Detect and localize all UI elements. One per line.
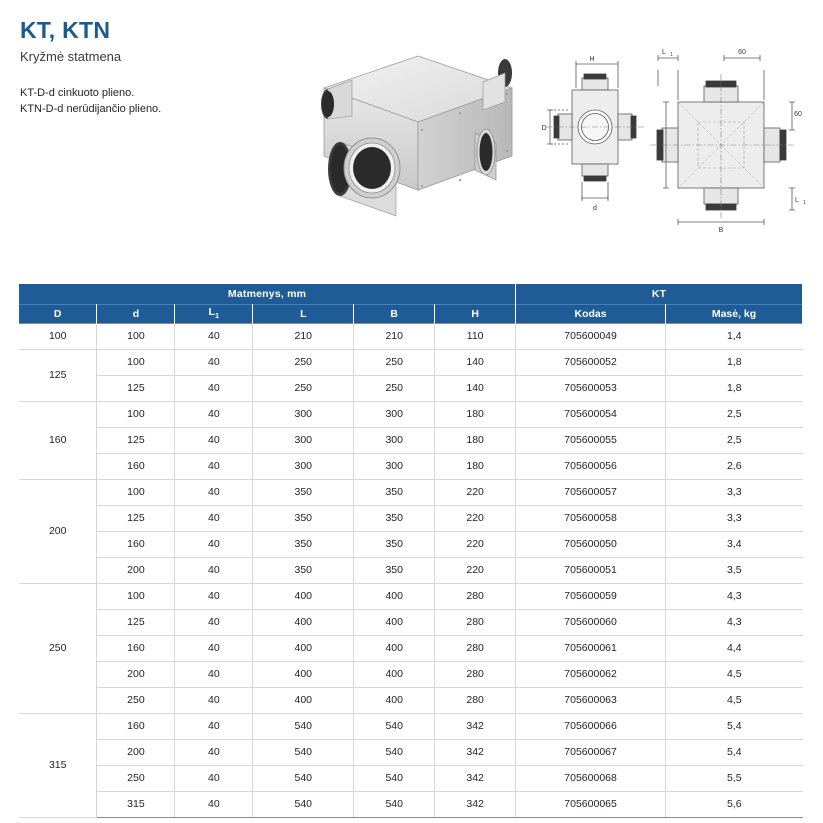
cell-diameter-d: 125 [97,505,175,531]
cell-mass: 1,4 [666,323,803,349]
cell-B: 350 [354,557,435,583]
illustration-svg [300,30,810,234]
cell-H: 220 [435,505,516,531]
cell-H: 342 [435,765,516,791]
svg-text:L: L [662,49,666,56]
cell-diameter-d: 100 [97,401,175,427]
cell-mass: 4,5 [666,687,803,713]
cell-B: 250 [354,375,435,401]
cell-L: 400 [253,661,354,687]
group-header-dimensions: Matmenys, mm [19,284,516,304]
isometric-view [321,56,512,216]
col-header-d: d [97,304,175,323]
cell-mass: 5,6 [666,791,803,817]
cell-B: 540 [354,739,435,765]
cell-L: 350 [253,531,354,557]
table-row [19,765,803,791]
col-header-B: B [354,304,435,323]
cell-mass: 4,3 [666,583,803,609]
table-row [19,349,803,375]
cell-L1: 40 [175,687,253,713]
cell-L1: 40 [175,427,253,453]
cell-code: 705600061 [516,635,666,661]
svg-text:B: B [718,227,724,234]
cell-code: 705600051 [516,557,666,583]
cell-code: 705600065 [516,791,666,817]
cell-L: 400 [253,687,354,713]
cell-L: 540 [253,713,354,739]
cell-diameter-d: 125 [97,375,175,401]
cell-H: 180 [435,401,516,427]
table-row [19,401,803,427]
cell-L: 350 [253,505,354,531]
cell-H: 140 [435,349,516,375]
cell-L: 250 [253,375,354,401]
cell-diameter-d: 160 [97,531,175,557]
front-ortho-view [541,56,644,212]
cell-diameter-D: 100 [19,323,97,349]
cell-mass: 4,3 [666,609,803,635]
cell-B: 210 [354,323,435,349]
cell-mass: 1,8 [666,375,803,401]
cell-mass: 4,5 [666,661,803,687]
cell-L: 350 [253,479,354,505]
description-line-2: KTN-D-d nerūdijančio plieno. [20,103,162,116]
table-row [19,739,803,765]
cell-diameter-d: 100 [97,349,175,375]
cell-H: 180 [435,453,516,479]
col-header-L1: $L_1$ [175,304,253,323]
cell-B: 300 [354,453,435,479]
cell-code: 705600056 [516,453,666,479]
table-row [19,479,803,505]
table-row [19,635,803,661]
cell-B: 350 [354,505,435,531]
cell-L: 540 [253,765,354,791]
cell-L1: 40 [175,791,253,817]
cell-L1: 40 [175,661,253,687]
cell-code: 705600060 [516,609,666,635]
specifications-table-wrap [19,284,803,818]
cell-diameter-d: 160 [97,635,175,661]
cell-L1: 40 [175,505,253,531]
cell-diameter-d: 125 [97,427,175,453]
table-row [19,375,803,401]
cell-mass: 2,6 [666,453,803,479]
cell-B: 400 [354,609,435,635]
cell-H: 280 [435,635,516,661]
cell-L1: 40 [175,713,253,739]
cell-mass: 2,5 [666,427,803,453]
cell-L: 300 [253,401,354,427]
cell-diameter-D: 160 [19,401,97,479]
cell-H: 110 [435,323,516,349]
cell-H: 220 [435,479,516,505]
group-header-kt: KT [516,284,803,304]
cell-L1: 40 [175,609,253,635]
svg-text:1: 1 [670,52,673,58]
cell-mass: 5,4 [666,713,803,739]
cell-L: 400 [253,609,354,635]
cell-diameter-d: 200 [97,557,175,583]
cell-code: 705600054 [516,401,666,427]
cell-H: 280 [435,687,516,713]
table-row [19,713,803,739]
cell-B: 400 [354,687,435,713]
cell-L1: 40 [175,401,253,427]
cell-L1: 40 [175,479,253,505]
cell-code: 705600052 [516,349,666,375]
table-row [19,661,803,687]
svg-text:d: d [593,205,597,212]
cell-diameter-d: 100 [97,583,175,609]
svg-text:60: 60 [738,49,746,56]
cell-H: 280 [435,583,516,609]
product-illustrations [300,30,810,234]
cell-B: 350 [354,531,435,557]
cell-H: 180 [435,427,516,453]
cell-L1: 40 [175,583,253,609]
cell-code: 705600063 [516,687,666,713]
cell-L1: 40 [175,323,253,349]
cell-code: 705600059 [516,583,666,609]
plan-ortho-view [650,49,806,234]
cell-L1: 40 [175,739,253,765]
cell-L: 250 [253,349,354,375]
cell-mass: 2,5 [666,401,803,427]
table-row [19,791,803,817]
table-row [19,609,803,635]
cell-diameter-d: 100 [97,479,175,505]
cell-L1: 40 [175,765,253,791]
page-header [20,18,320,118]
cell-mass: 4,4 [666,635,803,661]
svg-text:L: L [658,143,662,150]
cell-code: 705600068 [516,765,666,791]
cell-B: 300 [354,401,435,427]
cell-L1: 40 [175,557,253,583]
cell-mass: 3,4 [666,531,803,557]
cell-B: 540 [354,791,435,817]
cell-L1: 40 [175,531,253,557]
table-row [19,505,803,531]
cell-code: 705600057 [516,479,666,505]
cell-diameter-d: 200 [97,661,175,687]
cell-L: 400 [253,635,354,661]
cell-B: 540 [354,765,435,791]
cell-L: 300 [253,453,354,479]
cell-mass: 3,5 [666,557,803,583]
col-header-code: Kodas [516,304,666,323]
svg-text:1: 1 [803,200,806,206]
cell-L1: 40 [175,375,253,401]
cell-diameter-d: 160 [97,453,175,479]
cell-B: 250 [354,349,435,375]
specifications-table [19,284,803,818]
cell-code: 705600067 [516,739,666,765]
cell-B: 350 [354,479,435,505]
cell-diameter-d: 160 [97,713,175,739]
cell-mass: 3,3 [666,479,803,505]
col-header-L: L [253,304,354,323]
cell-diameter-d: 200 [97,739,175,765]
cell-L1: 40 [175,453,253,479]
cell-diameter-d: 250 [97,765,175,791]
cell-L: 350 [253,557,354,583]
cell-H: 220 [435,531,516,557]
cell-H: 280 [435,661,516,687]
table-group-header-row [19,284,803,304]
cell-H: 220 [435,557,516,583]
cell-mass: 5,5 [666,765,803,791]
cell-code: 705600055 [516,427,666,453]
cell-H: 280 [435,609,516,635]
cell-diameter-D: 250 [19,583,97,713]
col-header-mass: Masė, kg [666,304,803,323]
cell-code: 705600062 [516,661,666,687]
cell-mass: 5,4 [666,739,803,765]
table-row [19,557,803,583]
cell-code: 705600050 [516,531,666,557]
cell-H: 342 [435,713,516,739]
cell-diameter-d: 100 [97,323,175,349]
table-row [19,323,803,349]
description-line-1: KT-D-d cinkuoto plieno. [20,87,135,100]
svg-text:L: L [795,197,799,204]
page-title: KT, KTN [20,17,111,43]
cell-L: 400 [253,583,354,609]
cell-diameter-d: 125 [97,609,175,635]
table-body [19,323,803,817]
cell-B: 400 [354,635,435,661]
cell-B: 540 [354,713,435,739]
table-row [19,453,803,479]
cell-B: 400 [354,583,435,609]
cell-mass: 3,3 [666,505,803,531]
table-row [19,687,803,713]
cell-L1: 40 [175,635,253,661]
col-header-H: H [435,304,516,323]
table-row [19,531,803,557]
cell-code: 705600058 [516,505,666,531]
cell-L: 540 [253,739,354,765]
table-column-header-row [19,304,803,323]
table-row [19,427,803,453]
cell-diameter-D: 125 [19,349,97,401]
svg-text:D: D [541,125,547,132]
cell-code: 705600066 [516,713,666,739]
cell-L: 300 [253,427,354,453]
cell-diameter-d: 315 [97,791,175,817]
cell-diameter-D: 315 [19,713,97,817]
col-header-D: D [19,304,97,323]
cell-mass: 1,8 [666,349,803,375]
cell-H: 342 [435,739,516,765]
svg-text:H: H [589,56,595,63]
cell-code: 705600053 [516,375,666,401]
cell-H: 342 [435,791,516,817]
cell-L: 210 [253,323,354,349]
cell-diameter-d: 250 [97,687,175,713]
page-subtitle: Kryžmė statmena [20,49,122,65]
cell-diameter-D: 200 [19,479,97,583]
cell-L1: 40 [175,349,253,375]
cell-L: 540 [253,791,354,817]
cell-B: 300 [354,427,435,453]
svg-text:60: 60 [794,111,802,118]
cell-B: 400 [354,661,435,687]
table-row [19,583,803,609]
cell-code: 705600049 [516,323,666,349]
cell-H: 140 [435,375,516,401]
